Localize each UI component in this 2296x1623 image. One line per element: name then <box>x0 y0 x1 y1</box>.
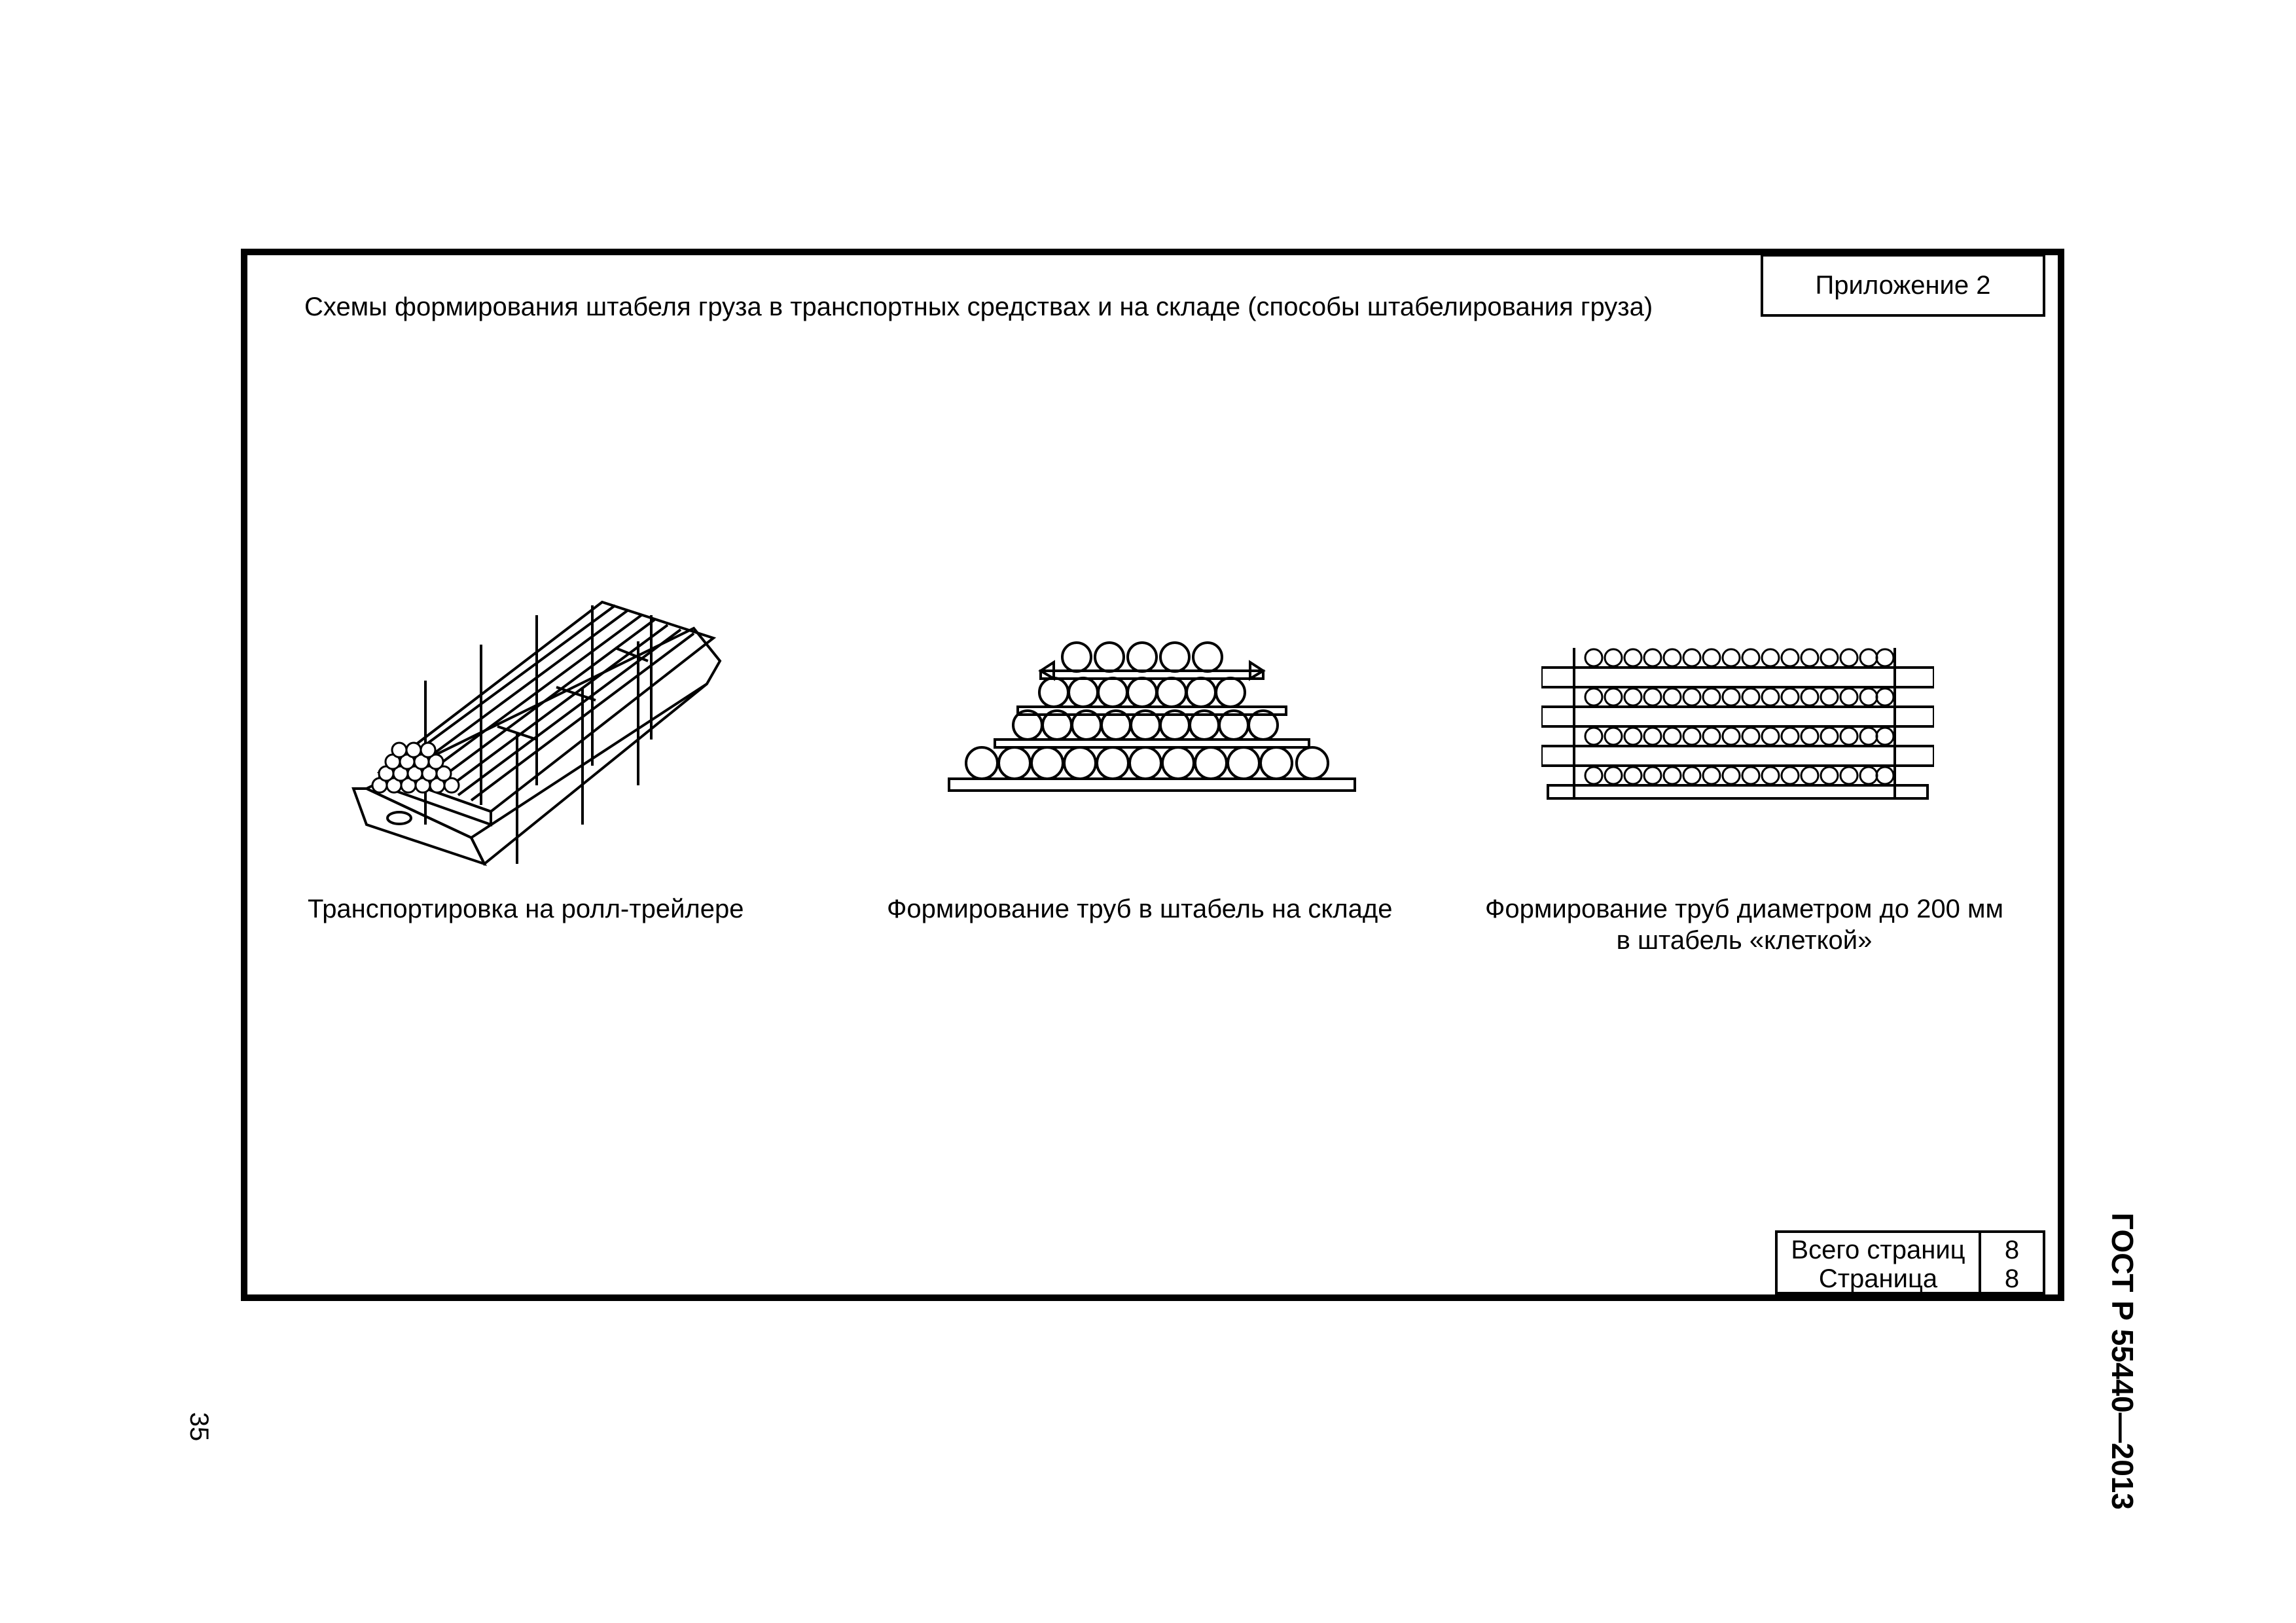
roll-trailer-illustration <box>340 589 746 870</box>
page-value: 8 <box>2004 1264 2020 1293</box>
appendix-label <box>1761 254 2045 317</box>
page-title: Схемы формирования штабеля груза в транспортных средствах и на складе (способы штабелирования груза) <box>304 293 1653 321</box>
figure-caption-crib-stack <box>1463 893 2026 956</box>
caption-line: Транспортировка на ролл-трейлере <box>308 895 744 923</box>
crib-stack-illustration <box>1541 648 1934 808</box>
page-count-values <box>1981 1233 2043 1292</box>
figure-caption-roll-trailer <box>308 893 744 925</box>
caption-line: в штабель «клеткой» <box>1616 926 1873 955</box>
page-count-table <box>1775 1230 2045 1294</box>
warehouse-stack-illustration <box>942 641 1361 805</box>
figure-caption-warehouse-stack <box>887 893 1392 925</box>
document-id: ГОСТ Р 55440—2013 <box>2106 1213 2140 1510</box>
page-count-labels <box>1778 1233 1981 1292</box>
caption-line: Формирование труб диаметром до 200 мм <box>1485 895 2003 923</box>
appendix-label-text: Приложение 2 <box>1815 270 1991 300</box>
caption-line: Формирование труб в штабель на складе <box>887 895 1393 923</box>
page-label: Страница <box>1818 1264 1938 1293</box>
total-pages-label: Всего страниц <box>1791 1236 1965 1264</box>
page-number: 35 <box>185 1412 213 1442</box>
total-pages-value: 8 <box>2004 1236 2020 1264</box>
